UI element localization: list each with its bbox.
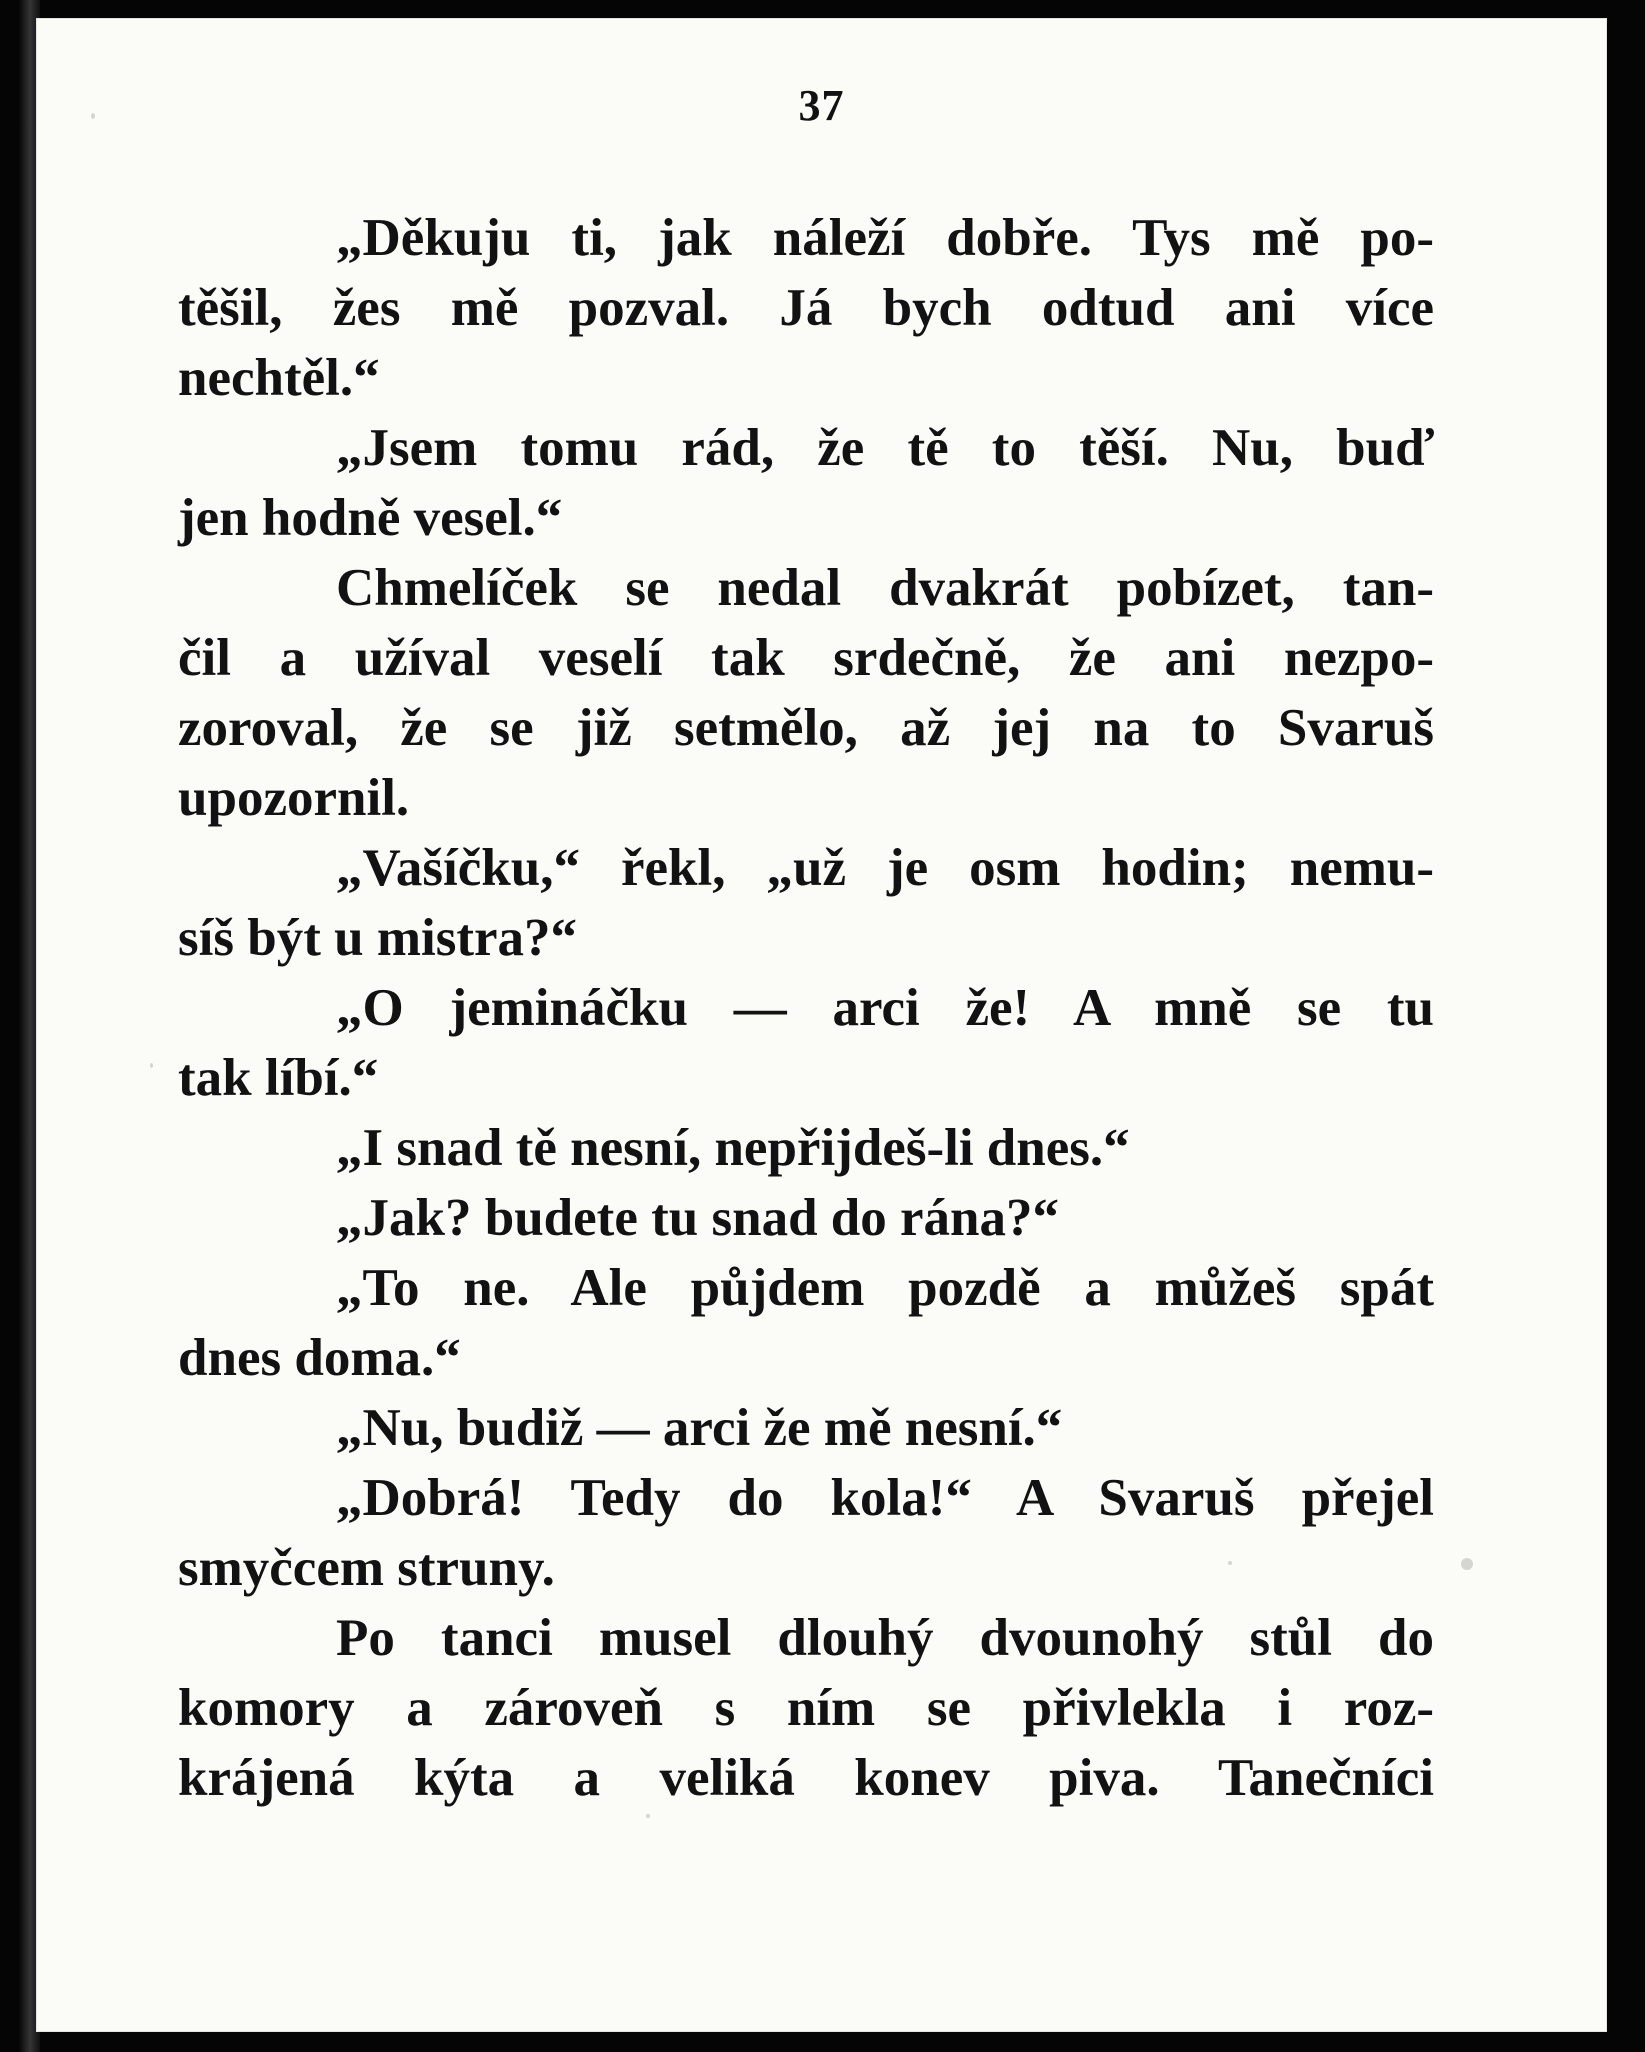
text-line: „Jsem tomu rád, že tě to těší. Nu, buď — [336, 419, 1434, 477]
text-line: nechtěl.“ — [178, 349, 380, 407]
text-line: „Vašíčku,“ řekl, „už je osm hodin; nemu- — [336, 839, 1434, 897]
text-line: jen hodně vesel.“ — [178, 489, 563, 547]
text-line: „I snad tě nesní, nepřijdeš-li dnes.“ — [336, 1119, 1130, 1177]
text-line: „Nu, budiž — arci že mě nesní.“ — [336, 1399, 1063, 1457]
text-line: Chmelíček se nedal dvakrát pobízet, tan- — [336, 559, 1434, 617]
text-line: smyčcem struny. — [178, 1539, 555, 1597]
text-line: krájená kýta a veliká konev piva. Tanečníci — [178, 1749, 1434, 1807]
text-line: „Jak? budete tu snad do rána?“ — [336, 1189, 1060, 1247]
text-line: komory a zároveň s ním se přivlekla i roz- — [178, 1679, 1434, 1737]
text-line: zoroval, že se již setmělo, až jej na to Svaruš — [178, 699, 1434, 757]
text-line: tak líbí.“ — [178, 1049, 379, 1107]
scan-speck — [1461, 1558, 1473, 1570]
text-line: čil a užíval veselí tak srdečně, že ani nezpo- — [178, 629, 1434, 687]
page-number: 37 — [798, 81, 845, 130]
text-line: upozornil. — [178, 769, 410, 827]
scan-speck — [1228, 1561, 1232, 1565]
text-line: dnes doma.“ — [178, 1329, 461, 1387]
text-line: „To ne. Ale půjdem pozdě a můžeš spát — [336, 1259, 1434, 1317]
book-page — [36, 18, 1607, 2032]
text-line: „Děkuju ti, jak náleží dobře. Tys mě po- — [336, 209, 1434, 267]
scan-speck — [150, 1063, 153, 1068]
text-line: „Dobrá! Tedy do kola!“ A Svaruš přejel — [336, 1469, 1434, 1527]
text-line: těšil, žes mě pozval. Já bych odtud ani více — [178, 279, 1434, 337]
text-line: „O jemináčku — arci že! A mně se tu — [336, 979, 1434, 1037]
text-line: síš být u mistra?“ — [178, 909, 578, 967]
text-line: Po tanci musel dlouhý dvounohý stůl do — [336, 1609, 1434, 1667]
scan-speck — [91, 113, 95, 119]
scan-speck — [646, 1814, 650, 1818]
